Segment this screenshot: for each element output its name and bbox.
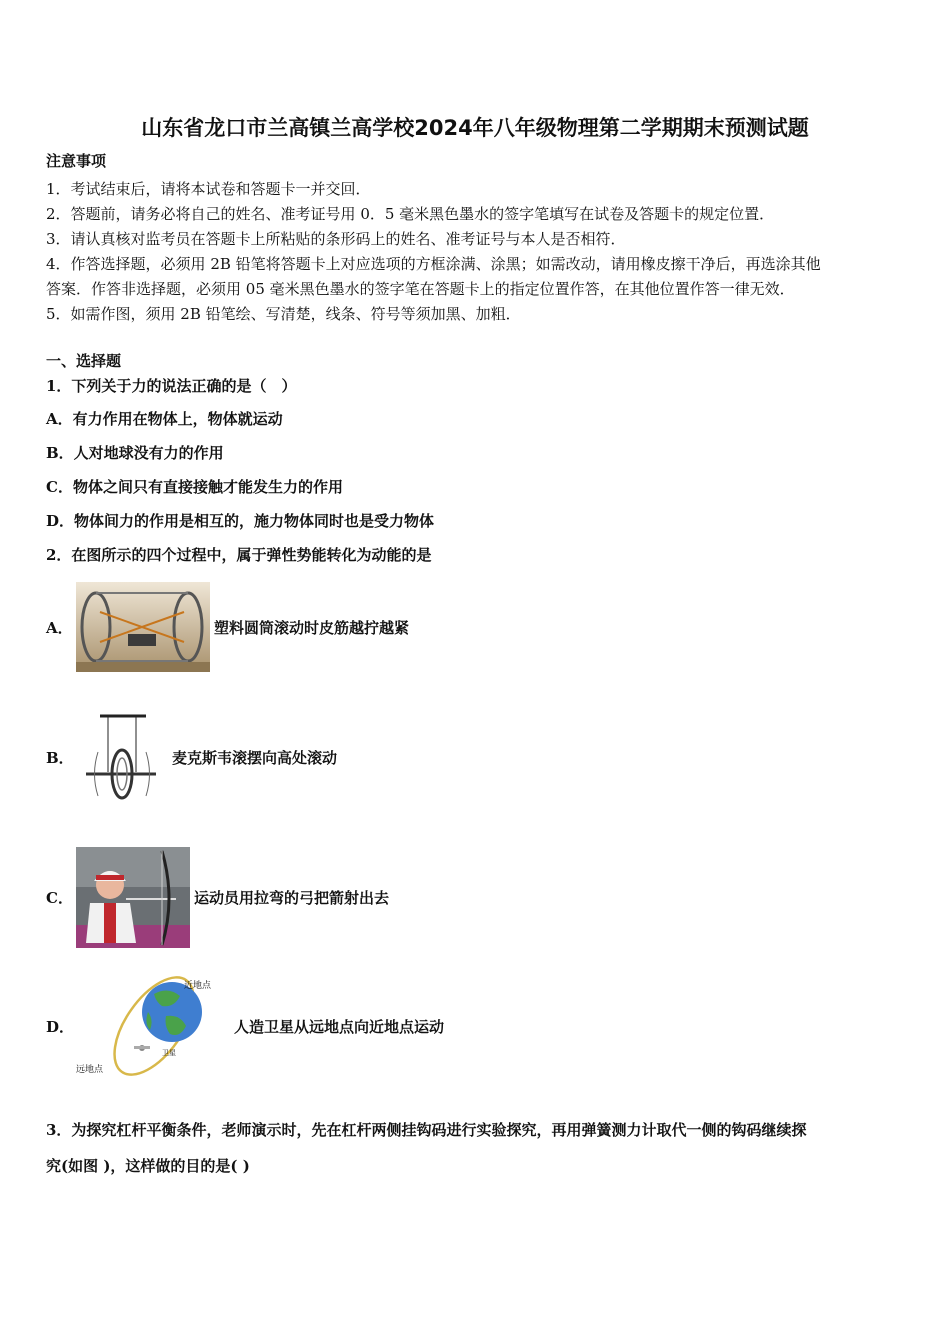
- question-2-option-b: [46, 712, 337, 802]
- notice-item: 2．答题前，请务必将自己的姓名、准考证号用 0．5 毫米黑色墨水的签字笔填写在试卷及答题卡的规定位置．: [46, 205, 775, 223]
- question-1-option-c: C．物体之间只有直接接触才能发生力的作用: [46, 478, 343, 496]
- option-text: 麦克斯韦滚摆向高处滚动: [172, 748, 338, 767]
- far-point-label: 远地点: [76, 1065, 104, 1075]
- notice-item: 3．请认真核对监考员在答题卡上所粘贴的条形码上的姓名、准考证号与本人是否相符．: [46, 230, 626, 248]
- question-3-line: 3．为探究杠杆平衡条件，老师演示时，先在杠杆两侧挂钩码进行实验探究，再用弹簧测力计取代一侧的钩码继续探: [46, 1121, 807, 1139]
- option-text: 运动员用拉弯的弓把箭射出去: [194, 889, 390, 907]
- option-text: 塑料圆筒滚动时皮筋越拧越紧: [214, 618, 410, 637]
- notice-list: [46, 177, 906, 327]
- section-heading: 一、选择题: [46, 352, 122, 370]
- question-3: [46, 1112, 906, 1184]
- notice-heading: 注意事项: [46, 152, 107, 170]
- notice-item: 5．如需作图，须用 2B 铅笔绘、写清楚，线条、符号等须加黑、加粗．: [46, 305, 521, 323]
- option-letter: C．: [46, 889, 73, 907]
- notice-item: 答案．作答非选择题，必须用 05 毫米黑色墨水的签字笔在答题卡上的指定位置作答，在其他位置作答一律无效．: [46, 280, 795, 298]
- satellite-label: 卫星: [162, 1049, 176, 1057]
- question-2-option-d: [46, 976, 444, 1076]
- question-1-option-a: A．有力作用在物体上，物体就运动: [46, 410, 283, 428]
- question-1-option-b: B．人对地球没有力的作用: [46, 444, 224, 462]
- notice-item: 1．考试结束后，请将本试卷和答题卡一并交回．: [46, 180, 371, 198]
- question-2-option-c: [46, 847, 389, 948]
- page-title: 山东省龙口市兰高镇兰高学校2024年八年级物理第二学期期末预测试题: [141, 116, 809, 140]
- question-1-stem: 1．下列关于力的说法正确的是（ ）: [46, 377, 297, 395]
- option-text: 人造卫星从远地点向近地点运动: [234, 1017, 445, 1036]
- option-letter: A．: [46, 618, 73, 637]
- question-1-option-d: D．物体间力的作用是相互的，施力物体同时也是受力物体: [46, 512, 435, 530]
- question-2-stem: 2．在图所示的四个过程中，属于弹性势能转化为动能的是: [46, 546, 432, 564]
- notice-item: 4．作答选择题，必须用 2B 铅笔将答题卡上对应选项的方框涂满、涂黑；如需改动，请用橡皮擦干净后，再选涂其他: [46, 255, 821, 273]
- option-letter: B．: [46, 748, 74, 767]
- plastic-cylinder-image: [76, 582, 210, 672]
- satellite-orbit-image: [76, 976, 226, 1076]
- question-2-option-a: [46, 582, 409, 672]
- near-point-label: 近地点: [184, 981, 212, 991]
- maxwell-pendulum-image: [76, 712, 166, 802]
- option-letter: D．: [46, 1017, 75, 1036]
- archer-image: [76, 847, 190, 948]
- question-3-line: 究(如图 )，这样做的目的是( ): [46, 1157, 250, 1175]
